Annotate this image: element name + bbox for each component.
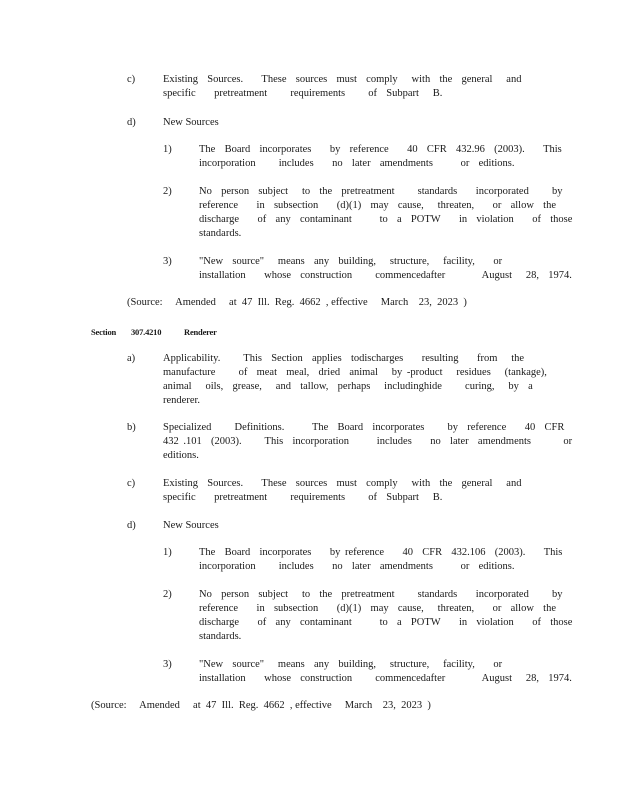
item-1-text (199, 143, 562, 171)
subsection-a-text (163, 352, 547, 408)
text-line: Applicability. This Section applies todischarges resulting from the (163, 353, 525, 364)
text-line: No person subject to the pretreatment standards incorporated by (199, 589, 563, 600)
text-line: reference in subsection (d)(1) may cause, threaten, or allow the (199, 200, 557, 211)
text-line: Existing Sources. These sources must comply with the general and (163, 478, 522, 489)
item-2-text (199, 185, 573, 241)
subsection-c-text (163, 73, 522, 101)
text-line: Specialized Definitions. The Board incorporates by reference 40 CFR (163, 422, 565, 433)
item-3-marker: 3) (163, 659, 172, 670)
text-line: discharge of any contaminant to a POTW in violation of those (199, 214, 573, 225)
item-1-text (199, 546, 563, 574)
section-label: Section (91, 327, 117, 337)
text-line: incorporation includes no later amendments or editions. (199, 561, 515, 572)
subsection-d-marker: d) (127, 117, 136, 128)
subsection-d-text: New Sources (163, 117, 219, 128)
item-3-text (199, 658, 572, 686)
text-line: renderer. (163, 395, 201, 406)
section-title: Renderer (184, 327, 217, 337)
subsection-c-marker: c) (127, 74, 136, 85)
subsection-d-marker: d) (127, 520, 136, 531)
text-line: standards. (199, 631, 242, 642)
subsection-b-text (163, 421, 573, 463)
text-line: 432 .101 (2003). This incorporation includes no later amendments or (163, 436, 573, 447)
text-line: discharge of any contaminant to a POTW in violation of those (199, 617, 573, 628)
subsection-b-marker: b) (127, 422, 136, 433)
item-2-text (199, 588, 573, 644)
text-line: specific pretreatment requirements of Subpart B. (163, 88, 443, 99)
text-line: installation whose construction commencedafter August 28, 1974. (199, 673, 572, 684)
text-line: animal oils, grease, and tallow, perhaps includinghide curing, by a (163, 381, 533, 392)
item-3-text (199, 255, 572, 283)
subsection-c-marker: c) (127, 478, 136, 489)
source-note: (Source: Amended at 47 Ill. Reg. 4662 , effective March 23, 2023 ) (91, 700, 431, 711)
text-line: editions. (163, 450, 199, 461)
text-line: reference in subsection (d)(1) may cause, threaten, or allow the (199, 603, 557, 614)
item-1-marker: 1) (163, 144, 172, 155)
item-1-marker: 1) (163, 547, 172, 558)
subsection-a-marker: a) (127, 353, 136, 364)
text-line: installation whose construction commencedafter August 28, 1974. (199, 270, 572, 281)
subsection-c-text (163, 477, 522, 505)
text-line: The Board incorporates by reference 40 CFR 432.96 (2003). This (199, 144, 562, 155)
text-line: manufacture of meat meal, dried animal by -product residues (tankage), (163, 367, 547, 378)
text-line: No person subject to the pretreatment standards incorporated by (199, 186, 563, 197)
text-line: standards. (199, 228, 242, 239)
text-line: "New source" means any building, structure, facility, or (199, 256, 503, 267)
source-note: (Source: Amended at 47 Ill. Reg. 4662 , effective March 23, 2023 ) (127, 297, 467, 308)
subsection-d-text: New Sources (163, 520, 219, 531)
item-3-marker: 3) (163, 256, 172, 267)
section-number: 307.4210 (131, 327, 162, 337)
text-line: The Board incorporates by reference 40 CFR 432.106 (2003). This (199, 547, 563, 558)
text-line: "New source" means any building, structure, facility, or (199, 659, 503, 670)
item-2-marker: 2) (163, 589, 172, 600)
text-line: incorporation includes no later amendments or editions. (199, 158, 515, 169)
item-2-marker: 2) (163, 186, 172, 197)
text-line: specific pretreatment requirements of Subpart B. (163, 492, 443, 503)
text-line: Existing Sources. These sources must comply with the general and (163, 74, 522, 85)
